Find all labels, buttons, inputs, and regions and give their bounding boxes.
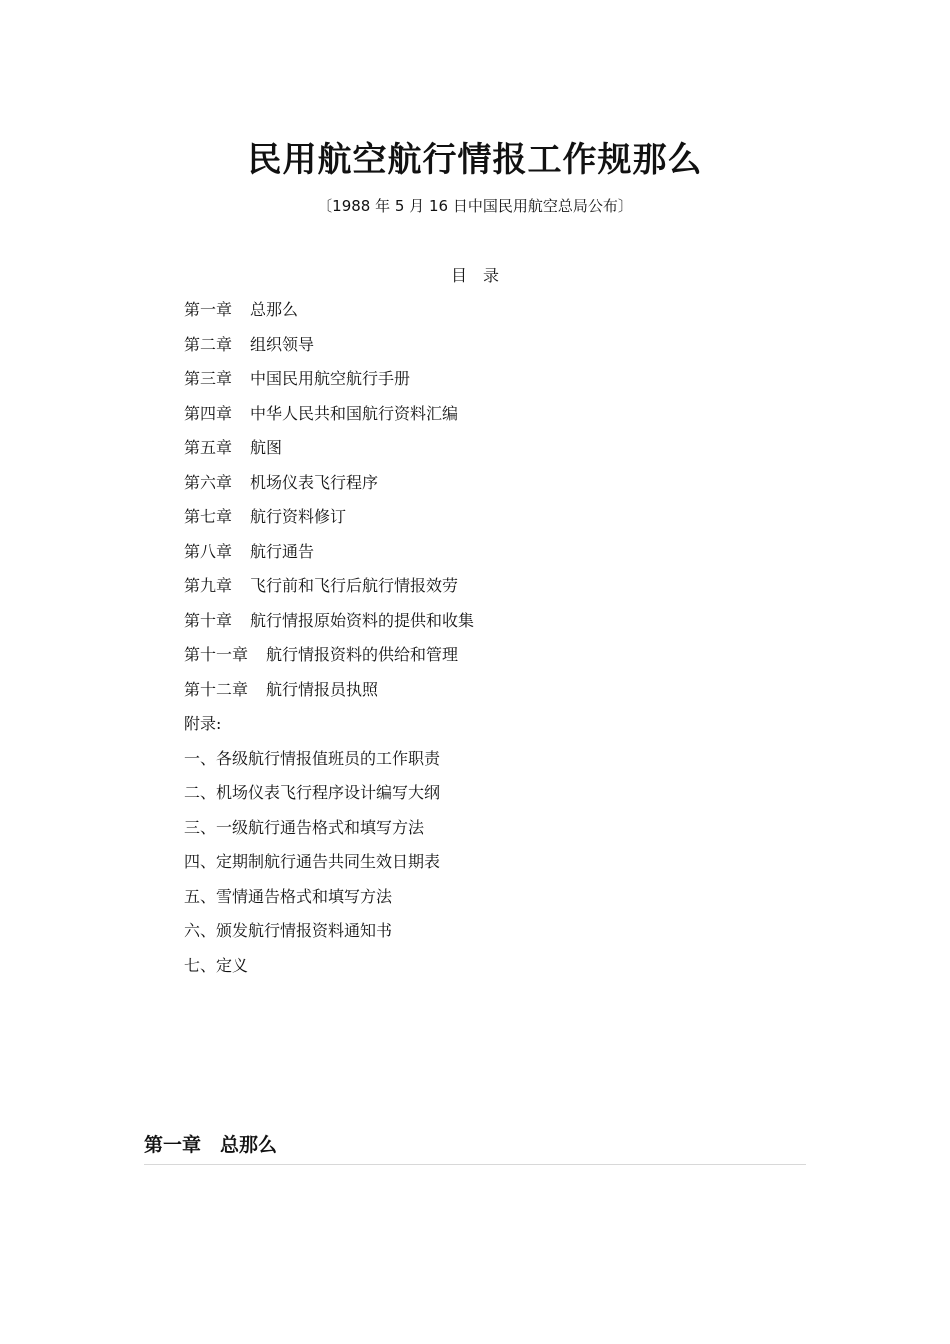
- toc-item: [184, 367, 474, 402]
- toc-chapter-number: 第三章: [184, 369, 233, 388]
- toc-chapter-number: 第五章: [184, 438, 233, 457]
- toc-chapter-title: 航行资料修订: [250, 507, 347, 526]
- toc-chapter-title: 中国民用航空航行手册: [250, 369, 411, 388]
- toc-item: [184, 505, 474, 540]
- toc-chapter-number: 第十一章: [184, 645, 249, 664]
- toc-item: [184, 574, 474, 609]
- toc-chapter-title: 组织领导: [250, 334, 315, 354]
- toc-chapter-title: 航行通告: [250, 541, 315, 561]
- toc-item: [184, 436, 474, 471]
- toc-chapter-number: 第二章: [184, 334, 233, 354]
- toc-item: [184, 609, 474, 644]
- toc-chapter-number: 第一章: [184, 300, 233, 319]
- toc-chapter-number: 第八章: [184, 541, 233, 561]
- toc-chapter-title: 航图: [250, 438, 283, 457]
- appendix-item: 六、颁发航行情报资料通知书: [184, 921, 393, 940]
- appendix-item: 三、一级航行通告格式和填写方法: [184, 817, 425, 837]
- appendix-label: 附录:: [184, 714, 222, 733]
- toc-chapter-title: 航行情报员执照: [266, 679, 379, 699]
- appendix-item: 一、各级航行情报值班员的工作职责: [184, 748, 441, 768]
- toc-item: [184, 298, 474, 333]
- toc-chapter-number: 第九章: [184, 576, 233, 595]
- document-subtitle: 〔1988 年 5 月 16 日中国民用航空总局公布〕: [317, 197, 633, 215]
- section-heading: 第一章 总那么: [144, 1134, 278, 1156]
- appendix-item: 五、雪情通告格式和填写方法: [184, 886, 393, 906]
- toc-chapter-title: 航行情报资料的供给和管理: [266, 645, 459, 664]
- toc-chapter-title: 飞行前和飞行后航行情报效劳: [250, 576, 459, 595]
- toc-heading: 目 录: [450, 266, 499, 285]
- toc-chapter-number: 第十二章: [184, 679, 249, 699]
- toc-item: [184, 678, 474, 713]
- toc-item: [184, 471, 474, 506]
- toc-item: [184, 643, 474, 678]
- appendix-item: 七、定义: [184, 955, 249, 975]
- toc-chapter-title: 中华人民共和国航行资料汇编: [250, 403, 459, 423]
- toc-chapter-number: 第七章: [184, 507, 233, 526]
- toc-item: [184, 540, 474, 575]
- toc-chapter-number: 第六章: [184, 472, 233, 492]
- section-divider: [144, 1164, 806, 1165]
- toc-chapter-title: 航行情报原始资料的提供和收集: [250, 610, 475, 630]
- toc-chapter-title: 总那么: [250, 300, 299, 319]
- toc-chapter-number: 第十章: [184, 610, 233, 630]
- toc-chapter-title: 机场仪表飞行程序: [250, 472, 379, 492]
- appendix-item: 二、机场仪表飞行程序设计编写大纲: [184, 783, 441, 802]
- toc-item: [184, 333, 474, 368]
- toc-chapter-number: 第四章: [184, 403, 233, 423]
- table-of-contents: [184, 298, 474, 988]
- document-title: 民用航空航行情报工作规那么: [247, 140, 703, 180]
- toc-item: [184, 402, 474, 437]
- appendix-item: 四、定期制航行通告共同生效日期表: [184, 852, 441, 871]
